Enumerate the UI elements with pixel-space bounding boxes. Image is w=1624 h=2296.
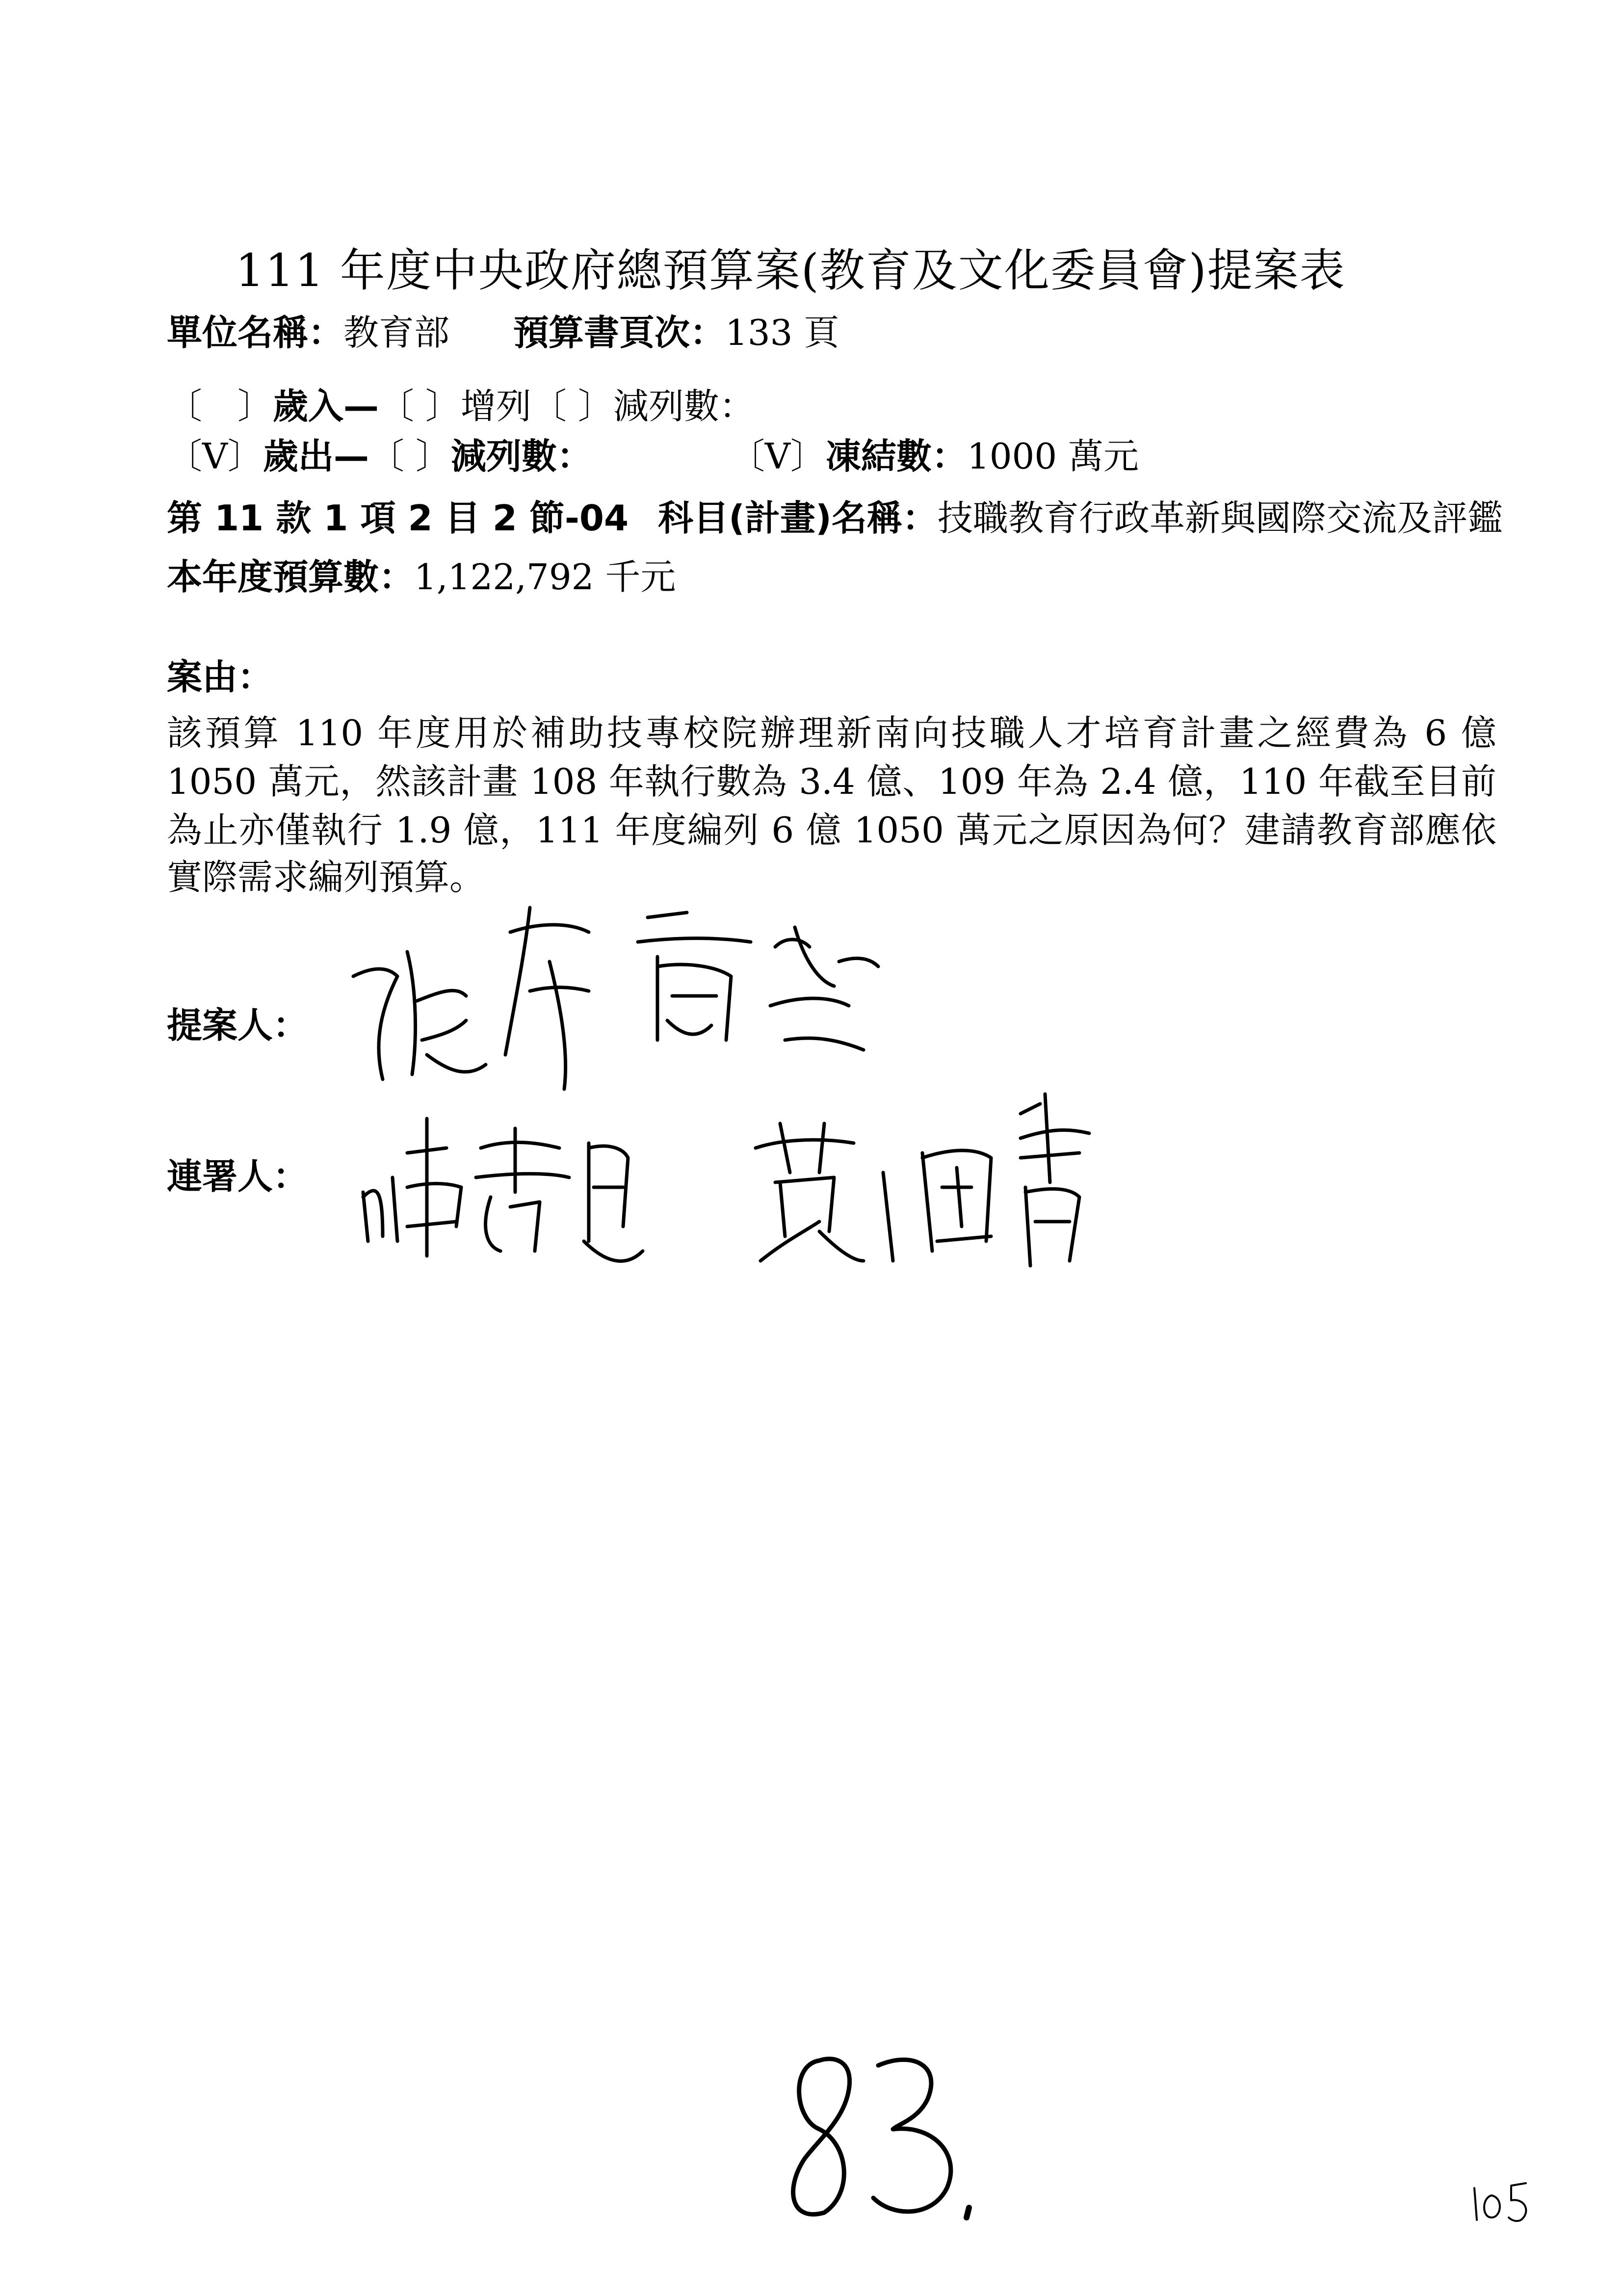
reason-label: 案由： [167,656,273,698]
exp-decrease-checkbox: 〔 〕 [369,436,451,477]
cosigner-signature [353,1079,648,1276]
unit-value: 教育部 [343,312,450,353]
decrease-checkbox: 〔 〕 [531,386,613,427]
expenditure-row [167,428,1139,479]
expenditure-checkbox: 〔V〕 [167,436,263,477]
revenue-row [167,378,755,429]
exp-decrease-label: 減列數： [450,436,592,477]
increase-label: 增列 [460,386,531,427]
revenue-label: 歲入— [273,386,379,427]
unit-label: 單位名稱： [167,312,344,353]
expenditure-label: 歲出— [263,436,369,477]
subject-row [167,490,1503,541]
subject-label: 科目(計畫)名稱： [658,497,938,539]
budget-value: 1,122,792 千元 [414,556,676,598]
revenue-checkbox: 〔 〕 [167,386,273,427]
page-label: 預算書頁次： [513,312,726,353]
budget-row [167,548,676,600]
decrease-label: 減列數： [613,386,755,427]
unit-row [167,304,839,355]
proposer-signature [343,893,908,1099]
reason-line: 為止亦僅執行 1.9 億，111 年度編列 6 億 1050 萬元之原因為何？建請教育部應依 [167,809,1496,851]
page-value: 133 頁 [725,312,839,353]
freeze-value: 1000 萬元 [967,436,1139,477]
reason-line: 該預算 110 年度用於補助技專校院辦理新南向技職人才培育計畫之經費為 6 億 [167,712,1496,754]
subject-value: 技職教育行政革新與國際交流及評鑑 [937,497,1503,539]
proposer-label: 提案人： [167,1005,309,1046]
cosigner-signature [746,1074,1099,1280]
subject-code: 第 11 款 1 項 2 目 2 節-04 [167,497,629,539]
cosigners-label: 連署人： [167,1156,309,1197]
budget-label: 本年度預算數： [167,556,415,598]
handwritten-page-mark-105 [1467,2173,1545,2227]
reason-line: 實際需求編列預算。 [167,857,485,898]
page-title: 111 年度中央政府總預算案(教育及文化委員會)提案表 [236,244,1346,297]
handwritten-number-83 [775,2046,1001,2232]
freeze-label: 凍結數： [825,436,967,477]
increase-checkbox: 〔 〕 [379,386,461,427]
freeze-checkbox: 〔V〕 [729,436,826,477]
reason-line: 1050 萬元，然該計畫 108 年執行數為 3.4 億、109 年為 2.4 億，110 年截至目前 [167,761,1496,802]
